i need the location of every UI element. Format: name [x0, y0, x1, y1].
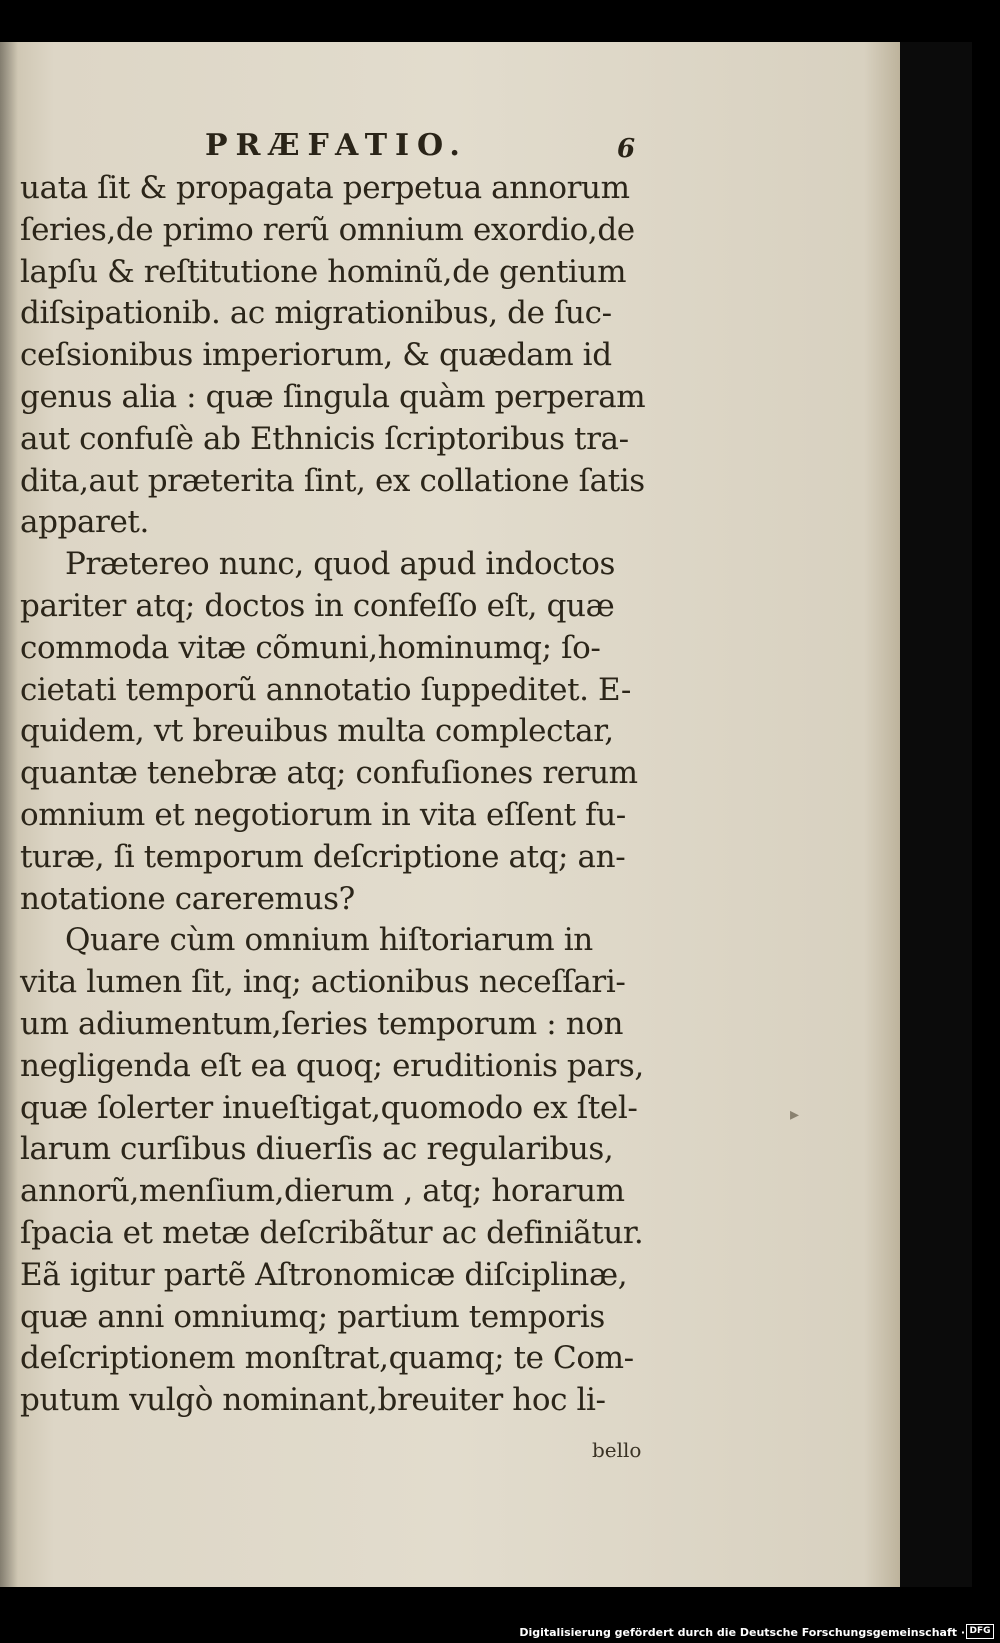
- scan-background-strip: [900, 42, 972, 1587]
- text-line: aut confuſè ab Ethnicis ſcriptoribus tra-: [20, 420, 629, 457]
- text-line: ſeries,de primo rerũ omnium exordio,de: [20, 211, 635, 248]
- text-line: quantæ tenebræ atq; confuſiones rerum: [20, 755, 638, 792]
- text-line: quæ ſolerter inueſtigat,quomodo ex ſtel-: [20, 1089, 638, 1126]
- text-line: ceſsionibus imperiorum, & quædam id: [20, 337, 612, 374]
- text-line: um adiumentum,ſeries temporum : non: [20, 1005, 624, 1042]
- text-line: turæ, ſi temporum deſcriptione atq; an-: [20, 838, 626, 875]
- text-line: ſpacia et metæ deſcribãtur ac definiãtur.: [20, 1214, 644, 1251]
- text-line: pariter atq; doctos in confeſſo eſt, quæ: [20, 587, 615, 624]
- text-line: cietati temporũ annotatio ſuppeditet. E-: [20, 671, 631, 708]
- text-line: diſsipationib. ac migrationibus, de ſuc-: [20, 295, 612, 332]
- text-line: uata ſit & propagata perpetua annorum: [20, 170, 630, 206]
- text-line: notatione careremus?: [20, 880, 355, 917]
- text-line: annorũ,menſium,dierum , atq; horarum: [20, 1173, 625, 1210]
- margin-arrow-icon: ▸: [790, 1104, 800, 1125]
- text-line: lapſu & reſtitutione hominũ,de gentium: [20, 253, 627, 290]
- text-line: quidem, vt breuibus multa complectar,: [20, 713, 614, 750]
- text-line: vita lumen ſit, inq; actionibus neceſſari-: [20, 964, 626, 1001]
- catchword: bello: [592, 1438, 642, 1462]
- text-line: quæ anni omniumq; partium temporis: [20, 1298, 605, 1335]
- paragraph-start-line: Prætereo nunc, quod apud indoctos: [65, 546, 616, 583]
- text-line: omnium et negotiorum in vita eſſent fu-: [20, 796, 626, 833]
- text-line: putum vulgò nominant,breuiter hoc li-: [20, 1382, 606, 1419]
- page-gutter-shadow: [0, 42, 18, 1587]
- body-text: [20, 168, 650, 1422]
- page-header: [205, 128, 695, 168]
- text-line: dita,aut præterita ſint, ex collatione ſatis: [20, 462, 645, 499]
- text-line: Eã igitur partẽ Aſtronomicæ diſciplinæ,: [20, 1256, 628, 1293]
- page-number: 6: [617, 134, 636, 164]
- dfg-logo: DFG: [966, 1624, 994, 1639]
- text-line: genus alia : quæ ſingula quàm perperam: [20, 378, 646, 415]
- text-line: negligenda eſt ea quoq; eruditionis pars,: [20, 1047, 644, 1084]
- text-line: commoda vitæ cõmuni,hominumq; ſo-: [20, 629, 601, 666]
- text-line: deſcriptionem monſtrat,quamq; te Com-: [20, 1340, 634, 1377]
- funding-credit: Digitalisierung gefördert durch die Deutsche Forschungsgemeinschaft ·: [519, 1626, 965, 1639]
- running-head: PRÆFATIO.: [205, 128, 468, 163]
- text-line: apparet.: [20, 504, 149, 541]
- paragraph-start-line: Quare cùm omnium hiſtoriarum in: [65, 922, 593, 959]
- text-line: larum curſibus diuerſis ac regularibus,: [20, 1131, 614, 1168]
